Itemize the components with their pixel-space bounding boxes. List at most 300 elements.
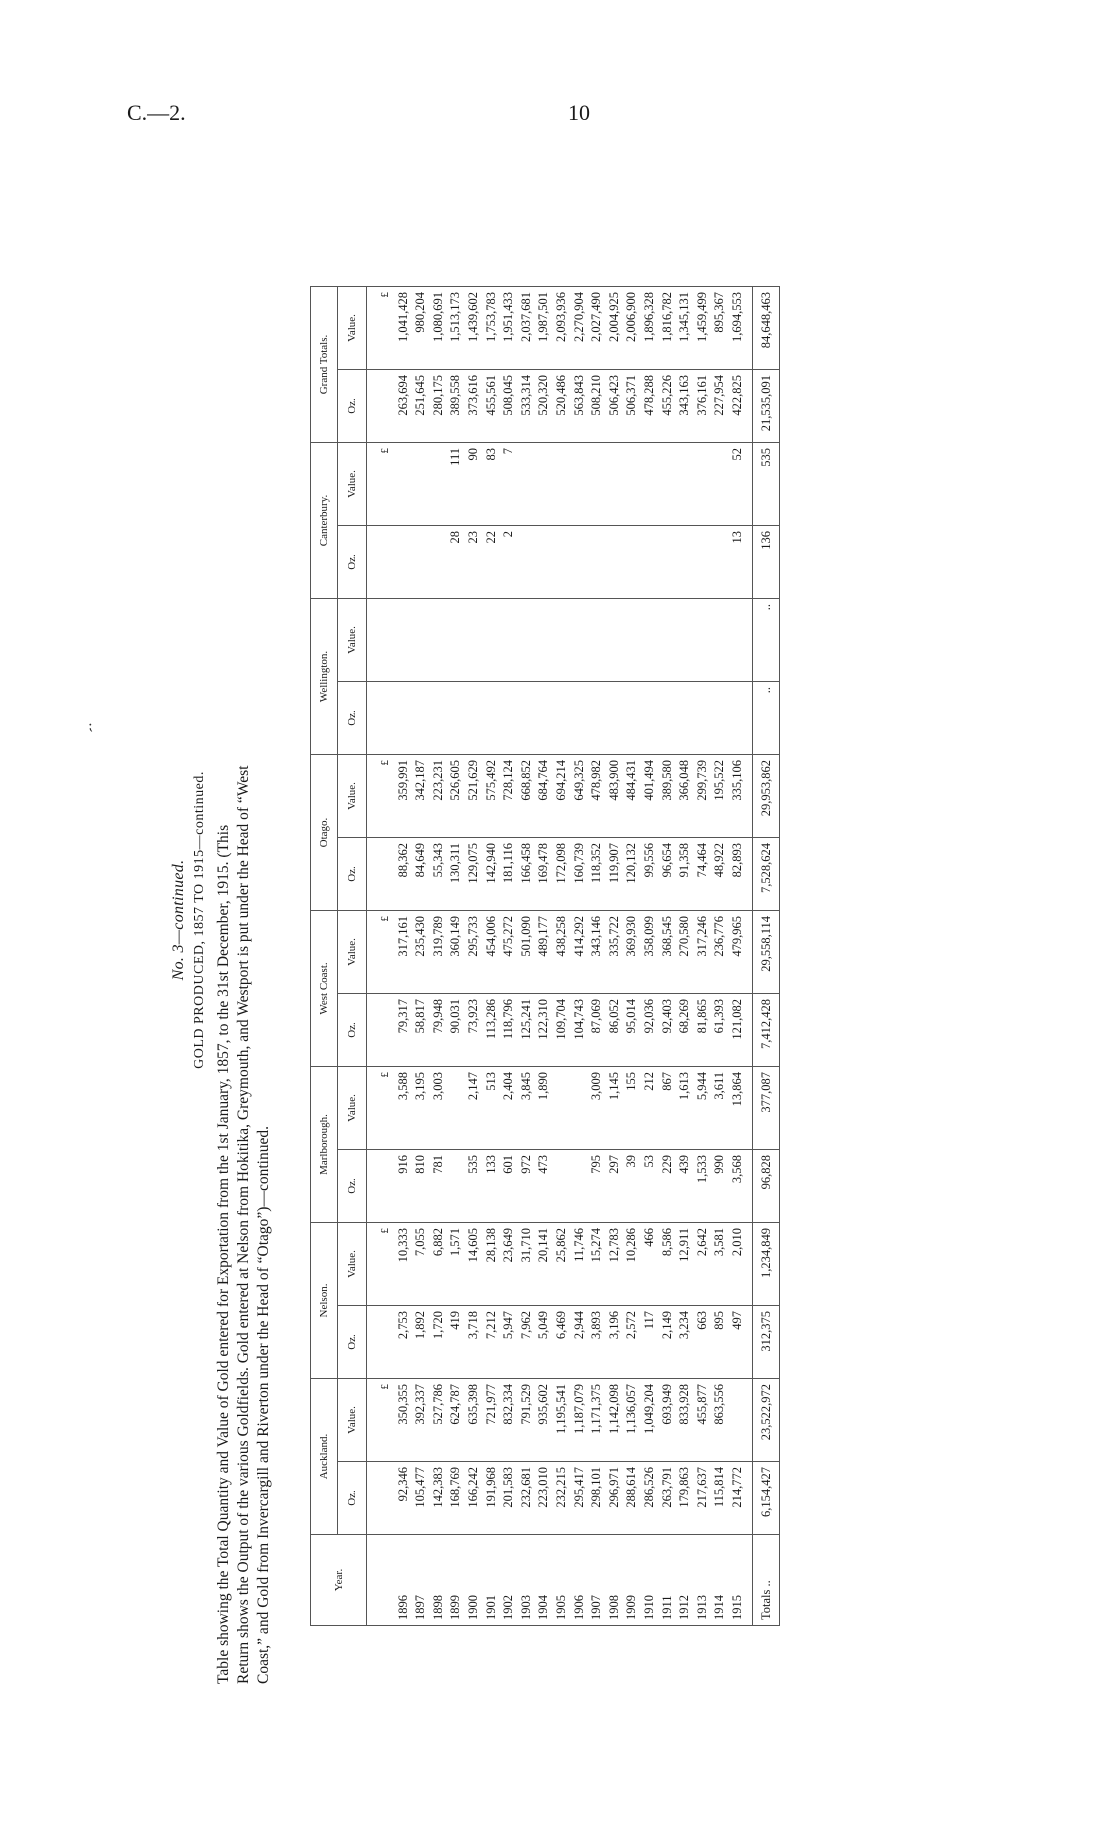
value-cell: 521,629 xyxy=(465,755,483,838)
oz-cell: 1,892 xyxy=(412,1306,430,1379)
total-cell: 312,375 xyxy=(753,1306,780,1379)
table-row xyxy=(447,287,465,1626)
value-cell: 895,367 xyxy=(711,287,729,370)
oz-cell: 22 xyxy=(483,526,501,599)
value-cell xyxy=(395,443,413,526)
value-cell: 2,093,936 xyxy=(553,287,571,370)
oz-cell: 121,082 xyxy=(729,994,753,1067)
table-row xyxy=(588,287,606,1626)
value-cell: 867 xyxy=(659,1067,677,1150)
year-cell: 1912 xyxy=(676,1535,694,1626)
oz-cell: 663 xyxy=(694,1306,712,1379)
oz-cell xyxy=(676,682,694,755)
value-cell xyxy=(694,599,712,682)
value-cell: 335,106 xyxy=(729,755,753,838)
oz-cell: 296,971 xyxy=(606,1462,624,1535)
total-cell: 29,953,862 xyxy=(753,755,780,838)
value-cell: 13,864 xyxy=(729,1067,753,1150)
oz-cell: 2,572 xyxy=(623,1306,641,1379)
table-row xyxy=(623,287,641,1626)
value-cell: 1,896,328 xyxy=(641,287,659,370)
value-header: Value. xyxy=(338,755,367,838)
oz-header: Oz. xyxy=(338,526,367,599)
value-cell: 2,004,925 xyxy=(606,287,624,370)
oz-cell: 99,556 xyxy=(641,838,659,911)
value-cell: 1,080,691 xyxy=(430,287,448,370)
value-cell xyxy=(588,599,606,682)
oz-cell: 92,346 xyxy=(395,1462,413,1535)
table-row xyxy=(571,287,589,1626)
oz-cell: 2 xyxy=(500,526,518,599)
page-number: 10 xyxy=(568,100,590,125)
oz-cell: 125,241 xyxy=(518,994,536,1067)
year-cell: 1910 xyxy=(641,1535,659,1626)
value-cell: 501,090 xyxy=(518,911,536,994)
value-cell: 317,246 xyxy=(694,911,712,994)
oz-cell: 201,583 xyxy=(500,1462,518,1535)
oz-cell: 120,132 xyxy=(623,838,641,911)
value-cell: 980,204 xyxy=(412,287,430,370)
table-row xyxy=(430,287,448,1626)
value-cell: 721,977 xyxy=(483,1379,501,1462)
oz-cell: 455,226 xyxy=(659,370,677,443)
title-line: Return shows the Output of the various Goldfields. Gold entered at Nelson from Hokitika, Greymouth, and Westport is put under the Head of “West xyxy=(235,765,252,1684)
oz-cell: 68,269 xyxy=(676,994,694,1067)
oz-cell: 13 xyxy=(729,526,753,599)
oz-header: Oz. xyxy=(338,682,367,755)
value-cell: 195,522 xyxy=(711,755,729,838)
table-row xyxy=(412,287,430,1626)
value-cell: 111 xyxy=(447,443,465,526)
table-row xyxy=(711,287,729,1626)
value-cell xyxy=(623,599,641,682)
oz-cell: 23 xyxy=(465,526,483,599)
oz-cell xyxy=(395,526,413,599)
value-cell: 3,581 xyxy=(711,1223,729,1306)
oz-cell: 79,948 xyxy=(430,994,448,1067)
value-cell xyxy=(535,443,553,526)
oz-cell: 5,947 xyxy=(500,1306,518,1379)
value-cell: 3,009 xyxy=(588,1067,606,1150)
region-header: Auckland. xyxy=(311,1379,338,1535)
value-cell: 360,149 xyxy=(447,911,465,994)
value-cell: 1,571 xyxy=(447,1223,465,1306)
year-cell: 1907 xyxy=(588,1535,606,1626)
value-cell: 358,099 xyxy=(641,911,659,994)
value-cell: 350,355 xyxy=(395,1379,413,1462)
value-cell xyxy=(641,599,659,682)
value-cell xyxy=(659,443,677,526)
oz-cell: 535 xyxy=(465,1150,483,1223)
year-cell: 1900 xyxy=(465,1535,483,1626)
oz-cell xyxy=(606,526,624,599)
oz-cell: 508,210 xyxy=(588,370,606,443)
year-cell: 1913 xyxy=(694,1535,712,1626)
oz-cell: 115,814 xyxy=(711,1462,729,1535)
value-cell: 6,882 xyxy=(430,1223,448,1306)
unit-cell: £ xyxy=(367,287,395,370)
value-cell: 2,010 xyxy=(729,1223,753,1306)
value-cell xyxy=(659,599,677,682)
total-cell: 136 xyxy=(753,526,780,599)
table-row xyxy=(465,287,483,1626)
oz-cell xyxy=(711,682,729,755)
oz-cell: 1,533 xyxy=(694,1150,712,1223)
oz-cell: 166,242 xyxy=(465,1462,483,1535)
value-cell: 483,900 xyxy=(606,755,624,838)
unit-cell xyxy=(367,526,395,599)
value-cell: 369,930 xyxy=(623,911,641,994)
oz-cell xyxy=(465,682,483,755)
title-line: Table showing the Total Quantity and Value of Gold entered for Exportation from the 1st January, 1857, to the 31st December, 1915. (This xyxy=(215,824,232,1684)
oz-cell: 506,371 xyxy=(623,370,641,443)
oz-cell: 288,614 xyxy=(623,1462,641,1535)
oz-header: Oz. xyxy=(338,1306,367,1379)
value-cell xyxy=(729,1379,753,1462)
oz-cell xyxy=(694,682,712,755)
value-cell: 270,580 xyxy=(676,911,694,994)
value-cell: 1,439,602 xyxy=(465,287,483,370)
value-cell: 317,161 xyxy=(395,911,413,994)
value-cell: 3,195 xyxy=(412,1067,430,1150)
value-cell: 295,733 xyxy=(465,911,483,994)
oz-cell: 1,720 xyxy=(430,1306,448,1379)
oz-cell xyxy=(447,1150,465,1223)
oz-cell: 217,637 xyxy=(694,1462,712,1535)
value-cell xyxy=(412,599,430,682)
value-cell: 2,270,904 xyxy=(571,287,589,370)
value-cell xyxy=(465,599,483,682)
unit-cell xyxy=(367,838,395,911)
year-cell: 1901 xyxy=(483,1535,501,1626)
table-row xyxy=(518,287,536,1626)
value-cell: 28,138 xyxy=(483,1223,501,1306)
oz-cell: 781 xyxy=(430,1150,448,1223)
year-cell: 1909 xyxy=(623,1535,641,1626)
value-cell: 15,274 xyxy=(588,1223,606,1306)
value-cell: 1,142,098 xyxy=(606,1379,624,1462)
value-cell: 684,764 xyxy=(535,755,553,838)
oz-cell: 95,014 xyxy=(623,994,641,1067)
oz-cell: 2,149 xyxy=(659,1306,677,1379)
value-cell: 11,746 xyxy=(571,1223,589,1306)
oz-cell: 90,031 xyxy=(447,994,465,1067)
oz-cell: 73,923 xyxy=(465,994,483,1067)
oz-cell: 895 xyxy=(711,1306,729,1379)
oz-cell: 990 xyxy=(711,1150,729,1223)
value-cell: 335,722 xyxy=(606,911,624,994)
oz-cell: 810 xyxy=(412,1150,430,1223)
value-cell: 3,003 xyxy=(430,1067,448,1150)
table-title xyxy=(214,150,274,1690)
oz-cell: 506,423 xyxy=(606,370,624,443)
value-cell: 368,545 xyxy=(659,911,677,994)
oz-cell xyxy=(483,682,501,755)
value-cell: 455,877 xyxy=(694,1379,712,1462)
value-cell: 31,710 xyxy=(518,1223,536,1306)
value-cell: 8,586 xyxy=(659,1223,677,1306)
total-cell: 7,528,624 xyxy=(753,838,780,911)
oz-cell: 297 xyxy=(606,1150,624,1223)
oz-cell: 223,010 xyxy=(535,1462,553,1535)
value-cell: 342,187 xyxy=(412,755,430,838)
value-header: Value. xyxy=(338,911,367,994)
value-cell: 466 xyxy=(641,1223,659,1306)
value-cell: 155 xyxy=(623,1067,641,1150)
value-cell: 832,334 xyxy=(500,1379,518,1462)
year-cell: 1904 xyxy=(535,1535,553,1626)
value-cell xyxy=(711,599,729,682)
oz-cell xyxy=(659,526,677,599)
table-row xyxy=(694,287,712,1626)
region-header: West Coast. xyxy=(311,911,338,1067)
table-row xyxy=(395,287,413,1626)
oz-cell xyxy=(588,682,606,755)
gold-production-table xyxy=(310,286,780,1626)
value-cell: 1,187,079 xyxy=(571,1379,589,1462)
value-cell: 649,325 xyxy=(571,755,589,838)
value-cell: 23,649 xyxy=(500,1223,518,1306)
oz-cell: 232,681 xyxy=(518,1462,536,1535)
table-row xyxy=(641,287,659,1626)
unit-cell: £ xyxy=(367,1379,395,1462)
oz-header: Oz. xyxy=(338,1462,367,1535)
value-cell: 526,605 xyxy=(447,755,465,838)
value-cell xyxy=(588,443,606,526)
value-cell: 489,177 xyxy=(535,911,553,994)
unit-cell xyxy=(367,1306,395,1379)
value-cell: 2,642 xyxy=(694,1223,712,1306)
oz-cell: 227,954 xyxy=(711,370,729,443)
oz-cell: 96,654 xyxy=(659,838,677,911)
oz-cell: 419 xyxy=(447,1306,465,1379)
value-cell: 575,492 xyxy=(483,755,501,838)
oz-cell: 91,358 xyxy=(676,838,694,911)
value-cell: 728,124 xyxy=(500,755,518,838)
value-cell: 1,951,433 xyxy=(500,287,518,370)
oz-cell: 455,561 xyxy=(483,370,501,443)
value-cell: 1,145 xyxy=(606,1067,624,1150)
oz-cell: 214,772 xyxy=(729,1462,753,1535)
oz-cell: 119,907 xyxy=(606,838,624,911)
total-cell: 7,412,428 xyxy=(753,994,780,1067)
oz-cell xyxy=(641,682,659,755)
value-cell xyxy=(412,443,430,526)
total-cell: 21,535,091 xyxy=(753,370,780,443)
table-row xyxy=(676,287,694,1626)
unit-cell: £ xyxy=(367,443,395,526)
oz-cell: 84,649 xyxy=(412,838,430,911)
oz-cell xyxy=(588,526,606,599)
oz-cell xyxy=(500,682,518,755)
oz-cell xyxy=(571,1150,589,1223)
value-cell: 319,789 xyxy=(430,911,448,994)
table-row xyxy=(729,287,753,1626)
year-cell: 1906 xyxy=(571,1535,589,1626)
oz-cell xyxy=(553,682,571,755)
value-cell xyxy=(553,443,571,526)
value-cell: 212 xyxy=(641,1067,659,1150)
year-cell: 1899 xyxy=(447,1535,465,1626)
oz-cell: 133 xyxy=(483,1150,501,1223)
value-cell: 389,580 xyxy=(659,755,677,838)
oz-header: Oz. xyxy=(338,838,367,911)
total-cell: 23,522,972 xyxy=(753,1379,780,1462)
oz-cell xyxy=(623,682,641,755)
table-row xyxy=(483,287,501,1626)
oz-cell: 92,036 xyxy=(641,994,659,1067)
oz-cell: 286,526 xyxy=(641,1462,659,1535)
oz-cell: 48,922 xyxy=(711,838,729,911)
total-cell: 1,234,849 xyxy=(753,1223,780,1306)
oz-cell: 563,843 xyxy=(571,370,589,443)
value-cell: 791,529 xyxy=(518,1379,536,1462)
oz-cell: 166,458 xyxy=(518,838,536,911)
oz-cell: 229 xyxy=(659,1150,677,1223)
year-cell: 1914 xyxy=(711,1535,729,1626)
year-cell: 1902 xyxy=(500,1535,518,1626)
oz-cell xyxy=(711,526,729,599)
value-cell: 299,739 xyxy=(694,755,712,838)
oz-cell: 2,753 xyxy=(395,1306,413,1379)
oz-cell xyxy=(641,526,659,599)
oz-cell: 601 xyxy=(500,1150,518,1223)
oz-cell: 795 xyxy=(588,1150,606,1223)
oz-cell: 160,739 xyxy=(571,838,589,911)
value-cell xyxy=(430,443,448,526)
oz-cell xyxy=(676,526,694,599)
oz-cell: 191,968 xyxy=(483,1462,501,1535)
table-heading xyxy=(170,150,274,1690)
value-cell: 1,041,428 xyxy=(395,287,413,370)
value-cell: 414,292 xyxy=(571,911,589,994)
oz-cell: 130,311 xyxy=(447,838,465,911)
oz-cell: 172,098 xyxy=(553,838,571,911)
value-cell: 359,991 xyxy=(395,755,413,838)
unit-row xyxy=(367,287,395,1626)
year-cell: 1896 xyxy=(395,1535,413,1626)
oz-cell: 55,343 xyxy=(430,838,448,911)
oz-cell: 53 xyxy=(641,1150,659,1223)
oz-cell: 6,469 xyxy=(553,1306,571,1379)
oz-cell: 533,314 xyxy=(518,370,536,443)
table-row xyxy=(500,287,518,1626)
oz-cell: 117 xyxy=(641,1306,659,1379)
value-cell xyxy=(729,599,753,682)
value-cell: 20,141 xyxy=(535,1223,553,1306)
value-cell: 1,987,501 xyxy=(535,287,553,370)
oz-cell: 280,175 xyxy=(430,370,448,443)
value-cell: 863,556 xyxy=(711,1379,729,1462)
value-cell: 2,404 xyxy=(500,1067,518,1150)
value-cell: 235,430 xyxy=(412,911,430,994)
oz-cell: 39 xyxy=(623,1150,641,1223)
oz-cell: 92,403 xyxy=(659,994,677,1067)
value-header: Value. xyxy=(338,287,367,370)
value-cell: 1,890 xyxy=(535,1067,553,1150)
oz-cell: 129,075 xyxy=(465,838,483,911)
total-cell: 84,648,463 xyxy=(753,287,780,370)
total-cell: 377,087 xyxy=(753,1067,780,1150)
totals-row xyxy=(753,287,780,1626)
total-cell: .. xyxy=(753,682,780,755)
value-cell: 1,613 xyxy=(676,1067,694,1150)
oz-cell: 105,477 xyxy=(412,1462,430,1535)
oz-cell: 439 xyxy=(676,1150,694,1223)
table-number: No. 3—continued. xyxy=(170,859,187,981)
oz-cell: 86,052 xyxy=(606,994,624,1067)
value-cell: 693,949 xyxy=(659,1379,677,1462)
oz-cell xyxy=(606,682,624,755)
unit-cell: £ xyxy=(367,1067,395,1150)
value-cell xyxy=(518,599,536,682)
oz-cell xyxy=(571,682,589,755)
value-cell: 484,431 xyxy=(623,755,641,838)
value-cell: 1,049,204 xyxy=(641,1379,659,1462)
oz-cell xyxy=(659,682,677,755)
oz-cell: 74,464 xyxy=(694,838,712,911)
value-header: Value. xyxy=(338,599,367,682)
oz-cell: 520,486 xyxy=(553,370,571,443)
oz-cell: 61,393 xyxy=(711,994,729,1067)
unit-cell xyxy=(367,1535,395,1626)
value-cell: 527,786 xyxy=(430,1379,448,1462)
year-cell: 1911 xyxy=(659,1535,677,1626)
oz-cell xyxy=(518,526,536,599)
oz-cell: 181,116 xyxy=(500,838,518,911)
oz-cell: 295,417 xyxy=(571,1462,589,1535)
value-cell xyxy=(571,443,589,526)
value-cell xyxy=(518,443,536,526)
oz-cell: 508,045 xyxy=(500,370,518,443)
oz-cell: 263,791 xyxy=(659,1462,677,1535)
value-cell: 1,816,782 xyxy=(659,287,677,370)
oz-cell xyxy=(571,526,589,599)
value-cell: 83 xyxy=(483,443,501,526)
value-header: Value. xyxy=(338,443,367,526)
oz-cell xyxy=(553,1150,571,1223)
oz-cell: 142,383 xyxy=(430,1462,448,1535)
oz-cell: 88,362 xyxy=(395,838,413,911)
oz-cell: 373,616 xyxy=(465,370,483,443)
year-cell: 1908 xyxy=(606,1535,624,1626)
oz-cell: 2,944 xyxy=(571,1306,589,1379)
value-cell: 223,231 xyxy=(430,755,448,838)
oz-cell xyxy=(430,526,448,599)
rotated-table-sheet xyxy=(170,150,790,1690)
region-header: Nelson. xyxy=(311,1223,338,1379)
oz-cell: 298,101 xyxy=(588,1462,606,1535)
value-cell: 478,982 xyxy=(588,755,606,838)
value-cell xyxy=(553,599,571,682)
value-cell: 90 xyxy=(465,443,483,526)
value-cell: 1,345,131 xyxy=(676,287,694,370)
oz-cell: 28 xyxy=(447,526,465,599)
oz-cell: 478,288 xyxy=(641,370,659,443)
oz-cell: 3,234 xyxy=(676,1306,694,1379)
table-row xyxy=(553,287,571,1626)
region-header: Grand Totals. xyxy=(311,287,338,443)
value-cell: 513 xyxy=(483,1067,501,1150)
oz-cell xyxy=(518,682,536,755)
value-cell xyxy=(571,1067,589,1150)
value-cell: 1,513,173 xyxy=(447,287,465,370)
oz-cell: 389,558 xyxy=(447,370,465,443)
oz-cell: 87,069 xyxy=(588,994,606,1067)
value-cell: 401,494 xyxy=(641,755,659,838)
value-cell: 5,944 xyxy=(694,1067,712,1150)
table-subtitle: GOLD PRODUCED, 1857 TO 1915—continued. xyxy=(192,771,207,1069)
